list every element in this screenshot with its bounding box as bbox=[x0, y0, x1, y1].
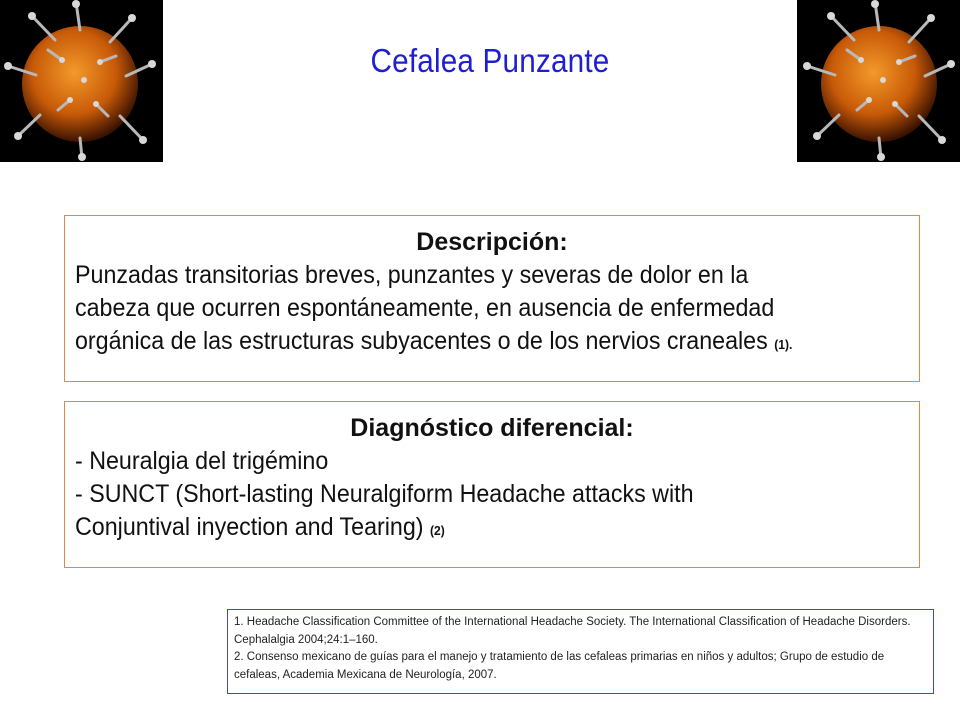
page-title: Cefalea Punzante bbox=[370, 42, 610, 79]
differential-box bbox=[64, 401, 920, 568]
differential-item: - Neuralgia del trigémino bbox=[75, 447, 329, 475]
orange-nails-image-right bbox=[797, 0, 960, 162]
reference-item: 2. Consenso mexicano de guías para el manejo y tratamiento de las cefaleas primarias en niños y adultos; Grupo de estudio de cefaleas, Academia Mexicana de Neurología, 2007. bbox=[234, 651, 885, 681]
differential-item bbox=[75, 511, 851, 547]
differential-text bbox=[75, 445, 851, 547]
citation-marker: (2) bbox=[430, 523, 445, 538]
reference-item: 1. Headache Classification Committee of the International Headache Society. The International Classification of Headache Disorders. Cephalalgia 2004;24:1–160. bbox=[234, 616, 911, 646]
description-text bbox=[75, 259, 851, 361]
references-box bbox=[227, 609, 934, 694]
orange-nails-image-left bbox=[0, 0, 163, 162]
differential-heading: Diagnóstico diferencial: bbox=[350, 414, 634, 442]
description-heading: Descripción: bbox=[416, 228, 568, 256]
differential-item-text: Conjuntival inyection and Tearing) bbox=[75, 513, 424, 541]
description-line-text: orgánica de las estructuras subyacentes o de los nervios craneales bbox=[75, 327, 768, 355]
description-line: Punzadas transitorias breves, punzantes y severas de dolor en la bbox=[75, 261, 749, 289]
description-box bbox=[64, 215, 920, 382]
description-line bbox=[75, 325, 851, 361]
differential-item: - SUNCT (Short-lasting Neuralgiform Headache attacks with bbox=[75, 480, 694, 508]
description-line: cabeza que ocurren espontáneamente, en ausencia de enfermedad bbox=[75, 294, 775, 322]
citation-marker: (1). bbox=[774, 337, 793, 352]
